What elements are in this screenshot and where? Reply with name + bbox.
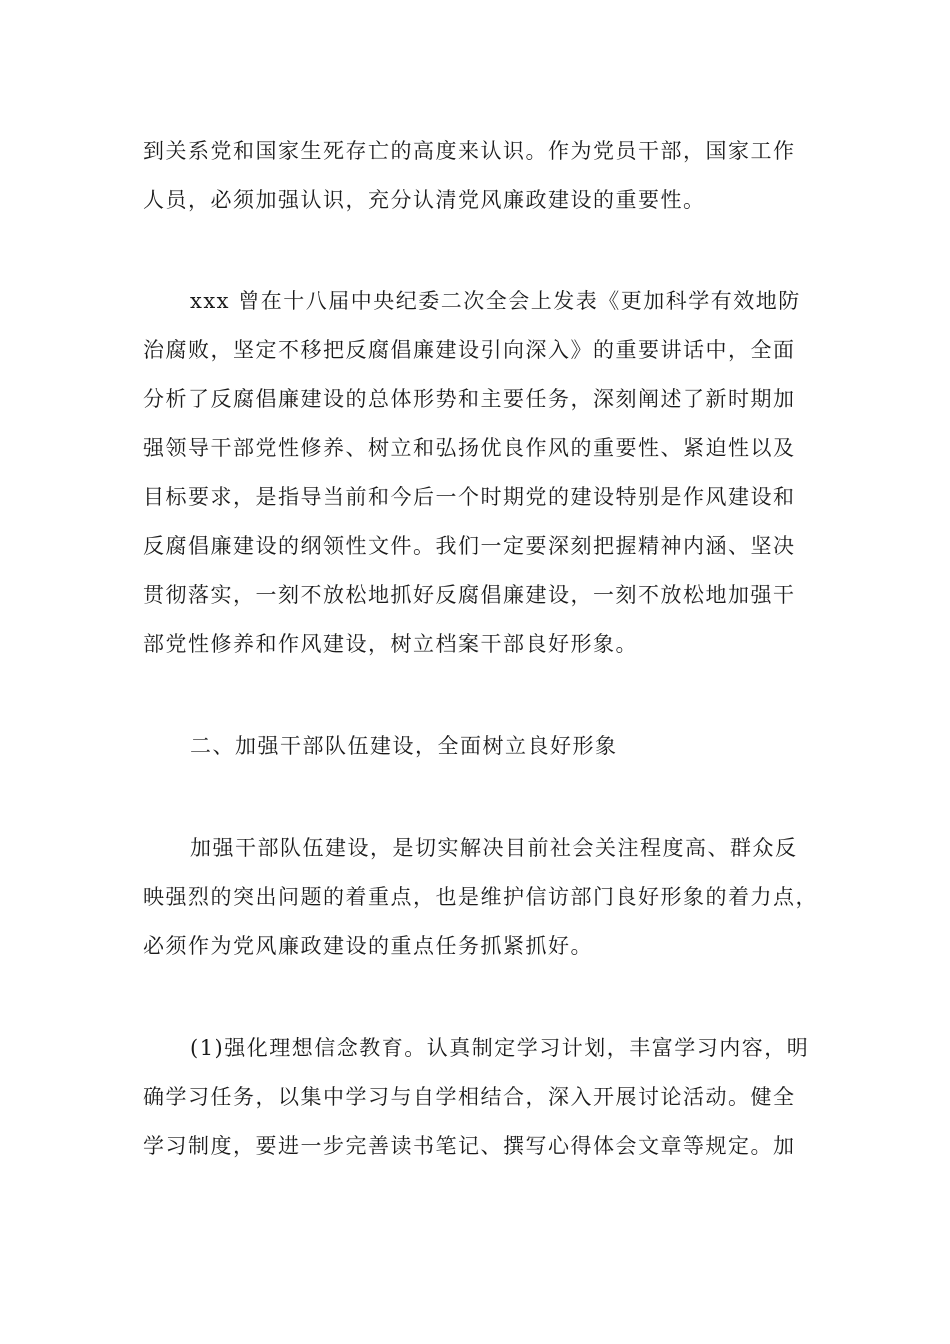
- heading-text: 二、加强干部队伍建设，全面树立良好形象: [190, 734, 618, 758]
- section-heading: [143, 722, 808, 771]
- text-line: xxx 曾在十八届中央纪委二次全会上发表《更加科学有效地防: [190, 289, 801, 313]
- text-line: 部党性修养和作风建设，树立档案干部良好形象。: [143, 632, 638, 656]
- paragraph-continuation: [143, 127, 808, 225]
- text-line: 分析了反腐倡廉建设的总体形势和主要任务，深刻阐述了新时期加: [143, 387, 796, 411]
- text-line: 映强烈的突出问题的着重点，也是维护信访部门良好形象的着力点，: [143, 885, 818, 909]
- text-line: 人员，必须加强认识，充分认清党风廉政建设的重要性。: [143, 188, 706, 212]
- text-line: 治腐败，坚定不移把反腐倡廉建设引向深入》的重要讲话中，全面: [143, 338, 796, 362]
- text-line: 必须作为党风廉政建设的重点任务抓紧抓好。: [143, 934, 593, 958]
- text-line: 到关系党和国家生死存亡的高度来认识。作为党员干部，国家工作: [143, 139, 796, 163]
- paragraph-ideal-belief-education: [143, 1024, 808, 1171]
- text-line: (1)强化理想信念教育。认真制定学习计划，丰富学习内容，明: [190, 1036, 810, 1060]
- paragraph-speech-summary: [143, 277, 808, 669]
- paragraph-team-building: [143, 824, 818, 971]
- text-line: 反腐倡廉建设的纲领性文件。我们一定要深刻把握精神内涵、坚决: [143, 534, 796, 558]
- text-line: 确学习任务，以集中学习与自学相结合，深入开展讨论活动。健全: [143, 1085, 796, 1109]
- text-line: 学习制度，要进一步完善读书笔记、撰写心得体会文章等规定。加: [143, 1134, 796, 1158]
- text-line: 贯彻落实，一刻不放松地抓好反腐倡廉建设，一刻不放松地加强干: [143, 583, 796, 607]
- text-line: 加强干部队伍建设，是切实解决目前社会关注程度高、群众反: [190, 836, 798, 860]
- text-line: 目标要求，是指导当前和今后一个时期党的建设特别是作风建设和: [143, 485, 796, 509]
- text-line: 强领导干部党性修养、树立和弘扬优良作风的重要性、紧迫性以及: [143, 436, 796, 460]
